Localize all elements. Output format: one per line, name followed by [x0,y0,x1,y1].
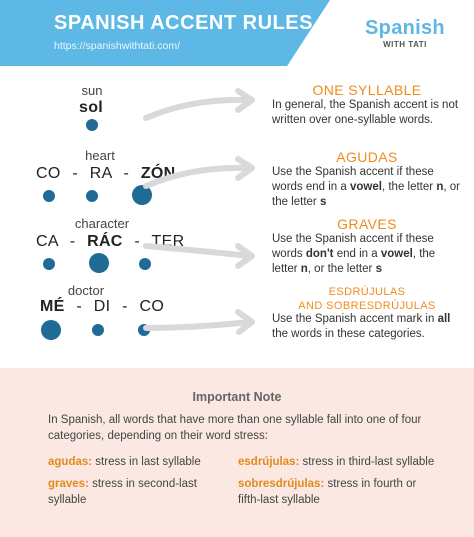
english-word: doctor [67,283,105,298]
syllable: DI [93,298,111,315]
arrow-icon [142,86,260,126]
spanish-word [79,99,103,117]
syllable: RA [89,165,112,182]
note-title: Important Note [192,390,282,404]
separator: - [76,298,82,315]
english-word: character [74,216,130,231]
logo-main: Spanish [365,17,445,39]
rule-text: Use the Spanish accent mark in all the words in these categories. [272,313,451,340]
stress-dot [43,190,55,202]
stressed-syllable: ZÓN [140,165,176,182]
rule-title-line2: AND SOBRESDRÚJULAS [298,300,436,312]
separator: - [72,165,78,182]
syllable: CO [139,298,165,315]
site-url[interactable]: https://spanishwithtati.com/ [54,40,181,52]
separator: - [123,165,130,182]
stress-dot [92,324,104,336]
stress-dot-stressed [89,253,109,273]
syllable: TER [151,233,185,250]
page-title: SPANISH ACCENT RULES [54,12,313,34]
category-item: graves: stress in second-last syllable [48,478,197,506]
logo-sub: WITH TATI [383,40,427,49]
note-text: In Spanish, all words that have more than one syllable fall into one of four categories, depending on their word stress: [48,414,422,442]
important-note [0,368,474,537]
category-item: agudas: stress in last syllable [48,456,201,468]
separator: - [134,233,141,250]
stressed-syllable: MÉ [40,298,65,315]
arrow-icon [142,154,260,194]
category-item: sobresdrújulas: stress in fourth or fifth-last syllable [238,478,417,506]
rule-text: Use the Spanish accent if these words end in a vowel, the letter n, or the letter s [272,166,460,208]
stress-dot-stressed [86,119,98,131]
stress-dot-stressed [41,320,61,340]
rule-title: GRAVES [337,216,397,232]
english-word: heart [85,148,115,163]
stressed-syllable: sol [79,99,104,116]
rule-title: AGUDAS [336,149,398,165]
separator: - [122,298,128,315]
stress-dot [86,190,98,202]
rule-title: ONE SYLLABLE [312,82,422,98]
stressed-syllable: RÁC [87,233,123,250]
arrow-icon [142,236,260,276]
arrow-icon [142,302,260,342]
rule-title [272,285,462,313]
category-item: esdrújulas: stress in third-last syllable [238,456,435,468]
rule-text: Use the Spanish accent if these words don't end in a vowel, the letter n, or the letter s [272,233,436,275]
syllable: CA [36,233,58,250]
english-word: sun [81,83,103,98]
logo [355,18,455,49]
syllable: CO [36,165,61,182]
header [0,0,474,66]
rule-text: In general, the Spanish accent is not written over one-syllable words. [272,99,459,126]
separator: - [69,233,76,250]
rule-title-line1: ESDRÚJULAS [328,286,406,298]
stress-dot [43,258,55,270]
